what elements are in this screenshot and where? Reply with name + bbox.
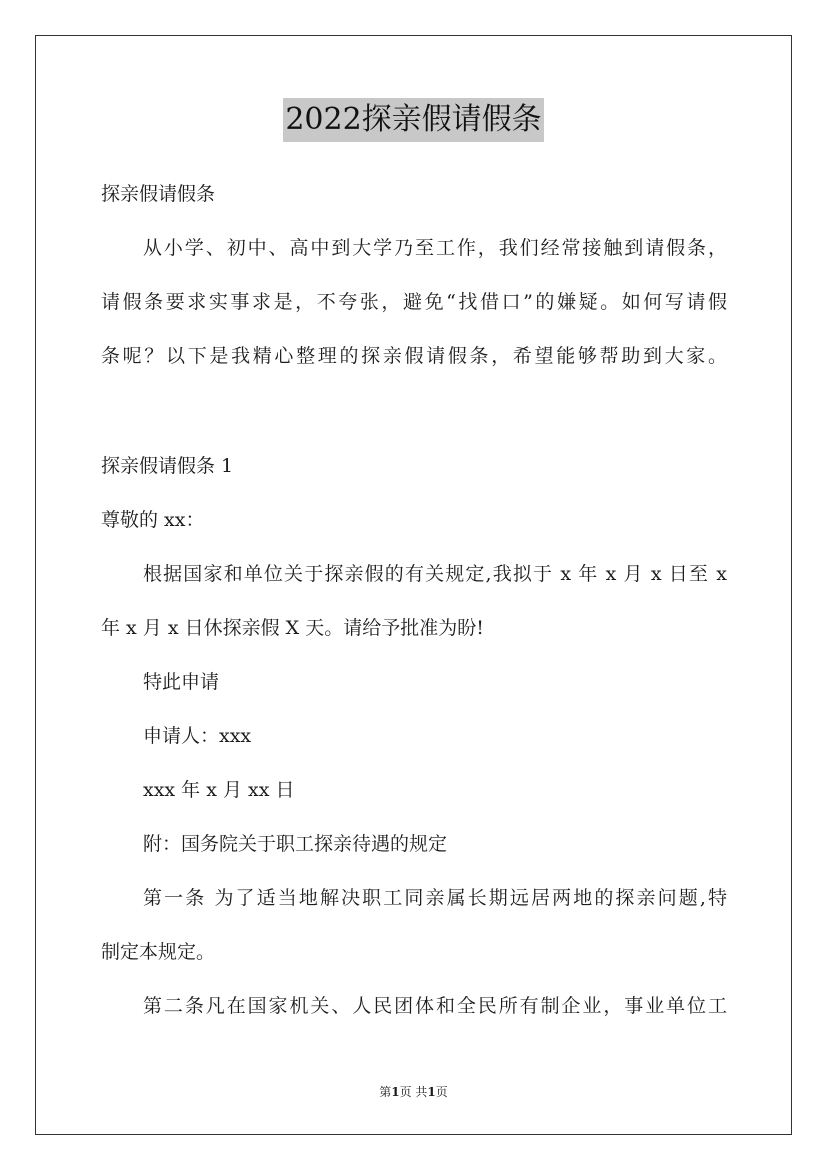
date-line: xxx 年 x 月 xx 日 [143,779,295,801]
closing: 特此申请 [143,671,220,693]
intro-line-3: 条呢？以下是我精心整理的探亲假请假条，希望能够帮助到大家。 [101,345,727,367]
salutation: 尊敬的 xx： [101,509,205,531]
title-container [0,98,827,142]
footer-page-suffix: 页 [435,1085,448,1099]
body-line-2: 年 x 月 x 日休探亲假 X 天。请给予批准为盼! [101,617,484,639]
page-footer [0,1084,827,1100]
footer-page-current: 1 [391,1085,400,1099]
article1-line-2: 制定本规定。 [101,941,216,963]
article2-line-1: 第二条凡在国家机关、人民团体和全民所有制企业，事业单位工 [143,995,727,1017]
intro-line-2: 请假条要求实事求是，不夸张，避免“找借口”的嫌疑。如何写请假 [101,291,727,313]
document-title: 2022探亲假请假条 [283,98,543,142]
footer-page-mid: 页 共 [399,1085,428,1099]
article1-line-1: 第一条 为了适当地解决职工同亲属长期远居两地的探亲问题,特 [143,887,727,909]
section-heading: 探亲假请假条 1 [101,455,234,477]
footer-page-prefix: 第 [379,1085,392,1099]
applicant: 申请人：xxx [143,725,252,747]
document-subtitle: 探亲假请假条 [101,183,216,205]
intro-line-1: 从小学、初中、高中到大学乃至工作，我们经常接触到请假条， [143,237,727,259]
appendix-title: 附：国务院关于职工探亲待遇的规定 [143,833,448,855]
body-line-1: 根据国家和单位关于探亲假的有关规定,我拟于 x 年 x 月 x 日至 x [143,563,727,585]
footer-page-total: 1 [427,1085,436,1099]
